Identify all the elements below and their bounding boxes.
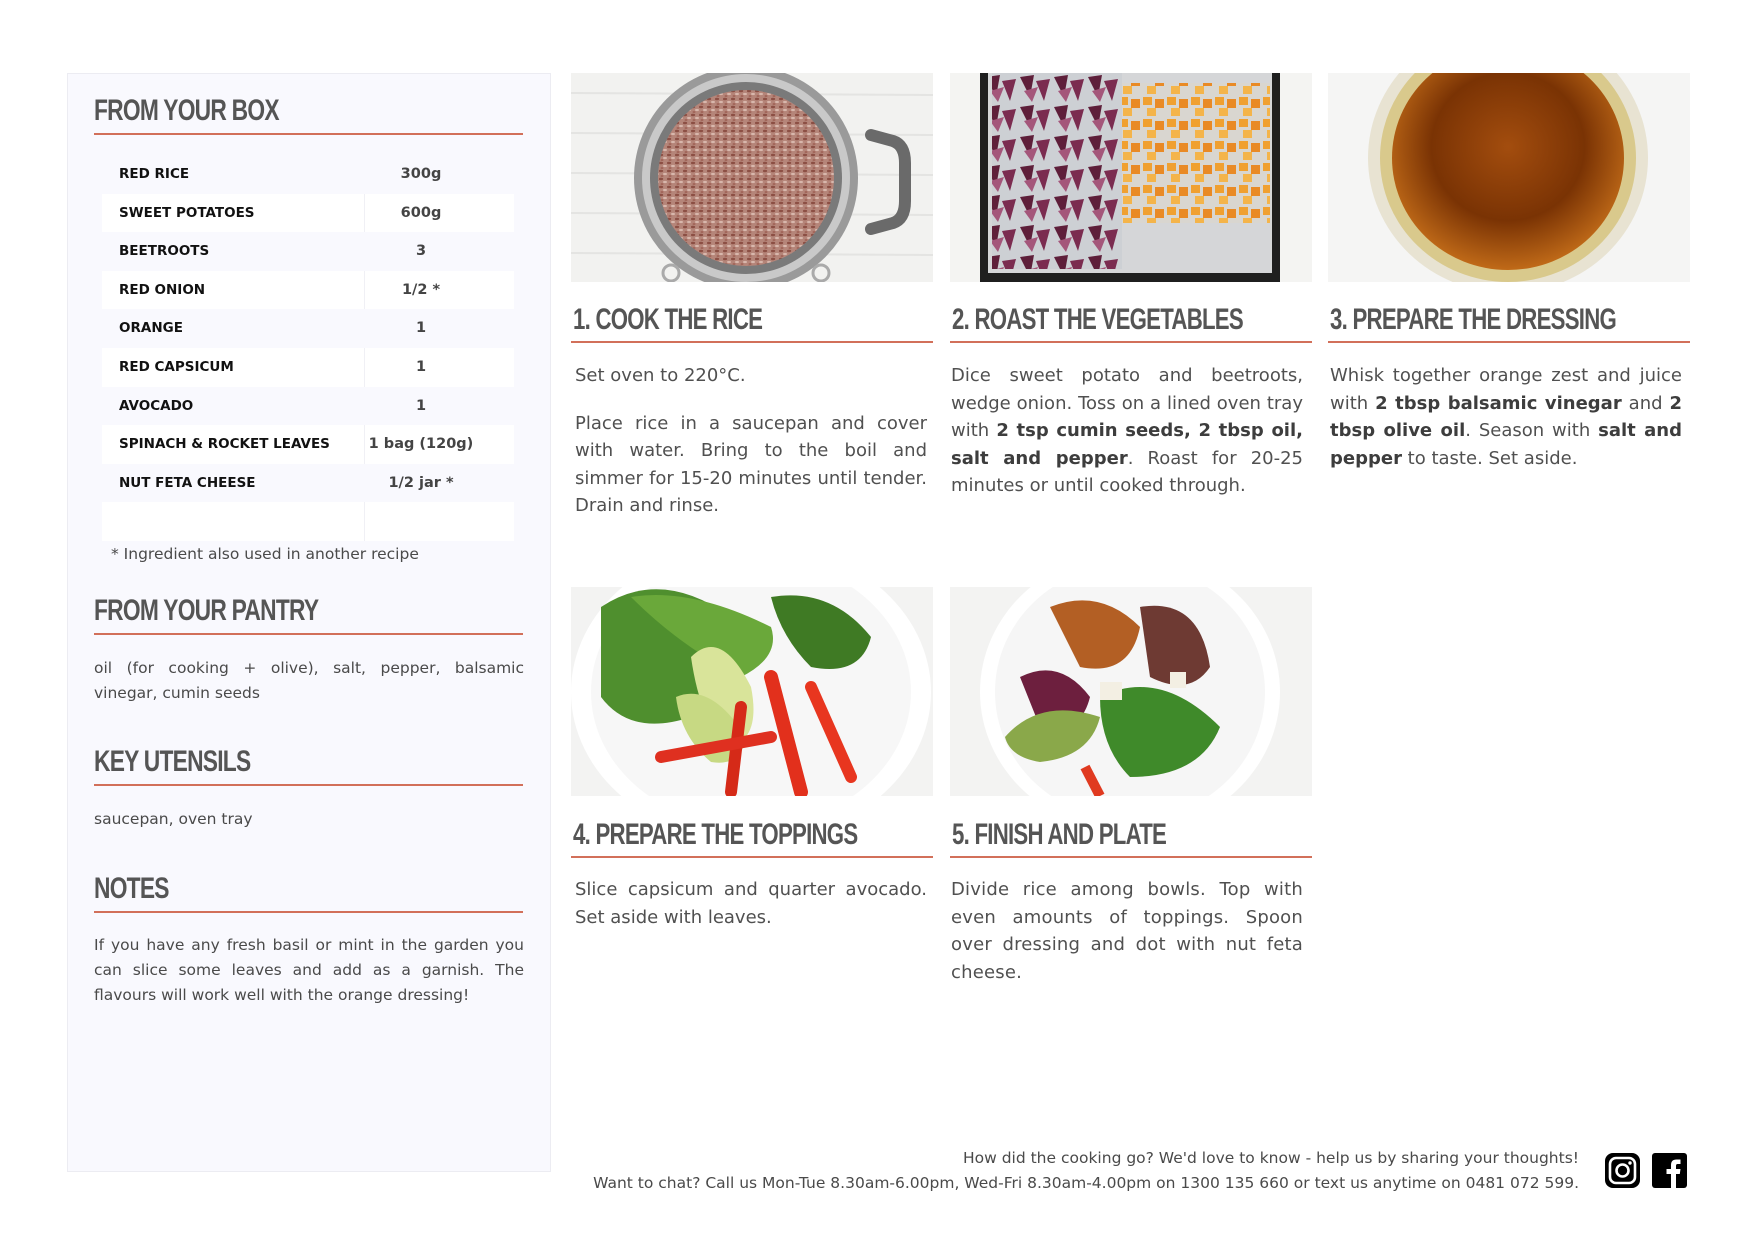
ingredient-qty: 1	[415, 358, 427, 375]
ingredient-row	[102, 155, 514, 194]
ingredient-row	[102, 271, 514, 310]
step-1-text	[575, 362, 927, 520]
pantry-text: oil (for cooking + olive), salt, pepper, balsamic vinegar, cumin seeds	[94, 659, 524, 702]
ingredient-name: AVOCADO	[119, 397, 194, 414]
ingredient-qty: 600g	[400, 204, 442, 221]
step-paragraph: Whisk together orange zest and juice with 2 tbsp balsamic vinegar and 2 tbsp olive oil. Season with salt and pepper to taste. Set aside.	[1330, 365, 1683, 469]
ingredient-row	[102, 464, 514, 503]
from-your-pantry-heading: FROM YOUR PANTRY	[94, 595, 523, 635]
utensils-text: saucepan, oven tray	[94, 810, 253, 828]
ingredient-row	[102, 425, 514, 464]
ingredient-name: NUT FETA CHEESE	[119, 474, 256, 491]
finished-plate-photo	[950, 587, 1312, 796]
toppings-photo	[571, 587, 933, 796]
ingredient-qty: 1	[415, 397, 427, 414]
step-paragraph: Dice sweet potato and beetroots, wedge onion. Toss on a lined oven tray with 2 tsp cumin seeds, 2 tbsp oil, salt and pepper. Roast for 20-25 minutes or until cooked through.	[951, 365, 1303, 496]
ingredient-row	[102, 348, 514, 387]
ingredient-row	[102, 309, 514, 348]
ingredients-table	[102, 155, 514, 541]
step-paragraph: Set oven to 220°C.	[575, 365, 746, 386]
feedback-text: How did the cooking go? We'd love to know - help us by sharing your thoughts!	[962, 1149, 1579, 1167]
ingredient-row	[102, 232, 514, 271]
ingredient-qty: 3	[415, 243, 427, 260]
ingredient-row	[102, 502, 514, 541]
ingredient-name: RED RICE	[119, 166, 190, 182]
notes-heading: NOTES	[94, 873, 523, 913]
ingredient-qty: 300g	[400, 166, 442, 182]
ingredient-row	[102, 387, 514, 426]
ingredient-qty: 1	[415, 320, 427, 337]
from-your-box-heading: FROM YOUR BOX	[94, 95, 523, 135]
ingredient-name: BEETROOTS	[119, 243, 210, 260]
step-2-text	[951, 362, 1303, 500]
ingredient-name: RED CAPSICUM	[119, 358, 234, 375]
ingredients-sidebar	[67, 73, 551, 1172]
step-5-title: 5. FINISH AND PLATE	[950, 820, 1312, 858]
step-paragraph: Slice capsicum and quarter avocado. Set aside with leaves.	[575, 879, 927, 928]
ingredient-qty: 1/2 *	[401, 281, 441, 298]
ingredient-name: ORANGE	[119, 320, 183, 337]
contact-text: Want to chat? Call us Mon-Tue 8.30am-6.00pm, Wed-Fri 8.30am-4.00pm on 1300 135 660 or text us anytime on 0481 072 599.	[593, 1174, 1579, 1192]
facebook-icon[interactable]	[1651, 1152, 1688, 1189]
key-utensils-heading: KEY UTENSILS	[94, 746, 523, 786]
step-3-title: 3. PREPARE THE DRESSING	[1328, 305, 1690, 343]
rice-photo	[571, 73, 933, 282]
step-2-title: 2. ROAST THE VEGETABLES	[950, 305, 1312, 343]
ingredient-name: RED ONION	[119, 281, 206, 298]
step-4-title: 4. PREPARE THE TOPPINGS	[571, 820, 933, 858]
ingredient-qty: 1/2 jar *	[388, 474, 454, 491]
step-5-text	[951, 876, 1303, 986]
instagram-icon[interactable]	[1604, 1152, 1641, 1189]
step-3-text	[1330, 362, 1682, 472]
step-1-title: 1. COOK THE RICE	[571, 305, 933, 343]
ingredient-row	[102, 194, 514, 233]
step-paragraph: Divide rice among bowls. Top with even amounts of toppings. Spoon over dressing and dot with nut feta cheese.	[951, 879, 1303, 983]
notes-text: If you have any fresh basil or mint in the garden you can slice some leaves and add as a garnish. The flavours will work well with the orange dressing!	[94, 936, 524, 1004]
step-4-text	[575, 876, 927, 931]
ingredient-name: SWEET POTATOES	[119, 204, 255, 221]
ingredient-qty: 1 bag (120g)	[368, 436, 474, 453]
ingredient-footnote: * Ingredient also used in another recipe	[111, 545, 419, 563]
step-paragraph: Place rice in a saucepan and cover with water. Bring to the boil and simmer for 15-20 minutes until tender. Drain and rinse.	[575, 412, 927, 516]
ingredient-name: SPINACH & ROCKET LEAVES	[119, 436, 330, 453]
roast-vegetables-photo	[950, 73, 1312, 282]
dressing-photo	[1328, 73, 1690, 282]
